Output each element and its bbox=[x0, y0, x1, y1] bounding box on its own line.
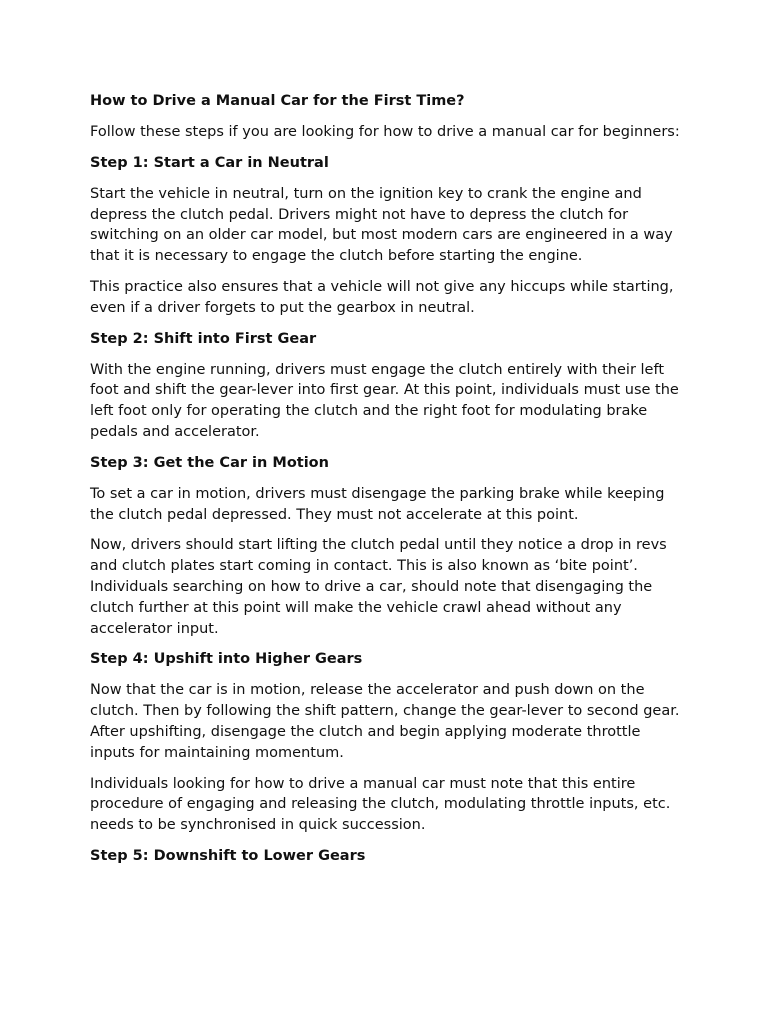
step-5-heading: Step 5: Downshift to Lower Gears bbox=[90, 847, 366, 864]
step-4-paragraph-1: Now that the car is in motion, release the accelerator and push down on the clutch. Then by following the shift pattern, change the gear-lever to second gear. After upshifting, disengage the clutch and begin applying moderate throttle inputs for maintaining momentum. bbox=[90, 682, 680, 761]
step-2-paragraph-1: With the engine running, drivers must engage the clutch entirely with their left foot and shift the gear-lever into first gear. At this point, individuals must use the left foot only for operating the clutch and the right foot for modulating brake pedals and accelerator. bbox=[90, 361, 679, 440]
step-1-paragraph-2: This practice also ensures that a vehicle will not give any hiccups while starting, even if a driver forgets to put the gearbox in neutral. bbox=[90, 278, 674, 316]
step-1-paragraph-1: Start the vehicle in neutral, turn on the ignition key to crank the engine and depress the clutch pedal. Drivers might not have to depress the clutch for switching on an older car model, but most modern cars are engineered in a way that it is necessary to engage the clutch before starting the engine. bbox=[90, 185, 673, 265]
document-title: How to Drive a Manual Car for the First Time? bbox=[90, 93, 465, 109]
document-content bbox=[90, 91, 680, 867]
step-4-paragraph-2: Individuals looking for how to drive a manual car must note that this entire procedure of engaging and releasing the clutch, modulating throttle inputs, etc. needs to be synchronised in quick succession. bbox=[90, 775, 671, 834]
step-1-heading: Step 1: Start a Car in Neutral bbox=[90, 154, 329, 171]
step-4-heading: Step 4: Upshift into Higher Gears bbox=[90, 651, 363, 668]
step-3-heading: Step 3: Get the Car in Motion bbox=[90, 454, 329, 471]
intro-paragraph: Follow these steps if you are looking for how to drive a manual car for beginners: bbox=[90, 124, 680, 140]
step-3-paragraph-2: Now, drivers should start lifting the clutch pedal until they notice a drop in revs and clutch plates start coming in contact. This is also known as ‘bite point’. Individuals searching on how to drive a car, should note that disengaging the clutch further at this point will make the vehicle crawl ahead without any accelerator input. bbox=[90, 537, 667, 637]
step-3-paragraph-1: To set a car in motion, drivers must disengage the parking brake while keeping the clutch pedal depressed. They must not accelerate at this point. bbox=[90, 485, 665, 523]
step-2-heading: Step 2: Shift into First Gear bbox=[90, 330, 317, 347]
